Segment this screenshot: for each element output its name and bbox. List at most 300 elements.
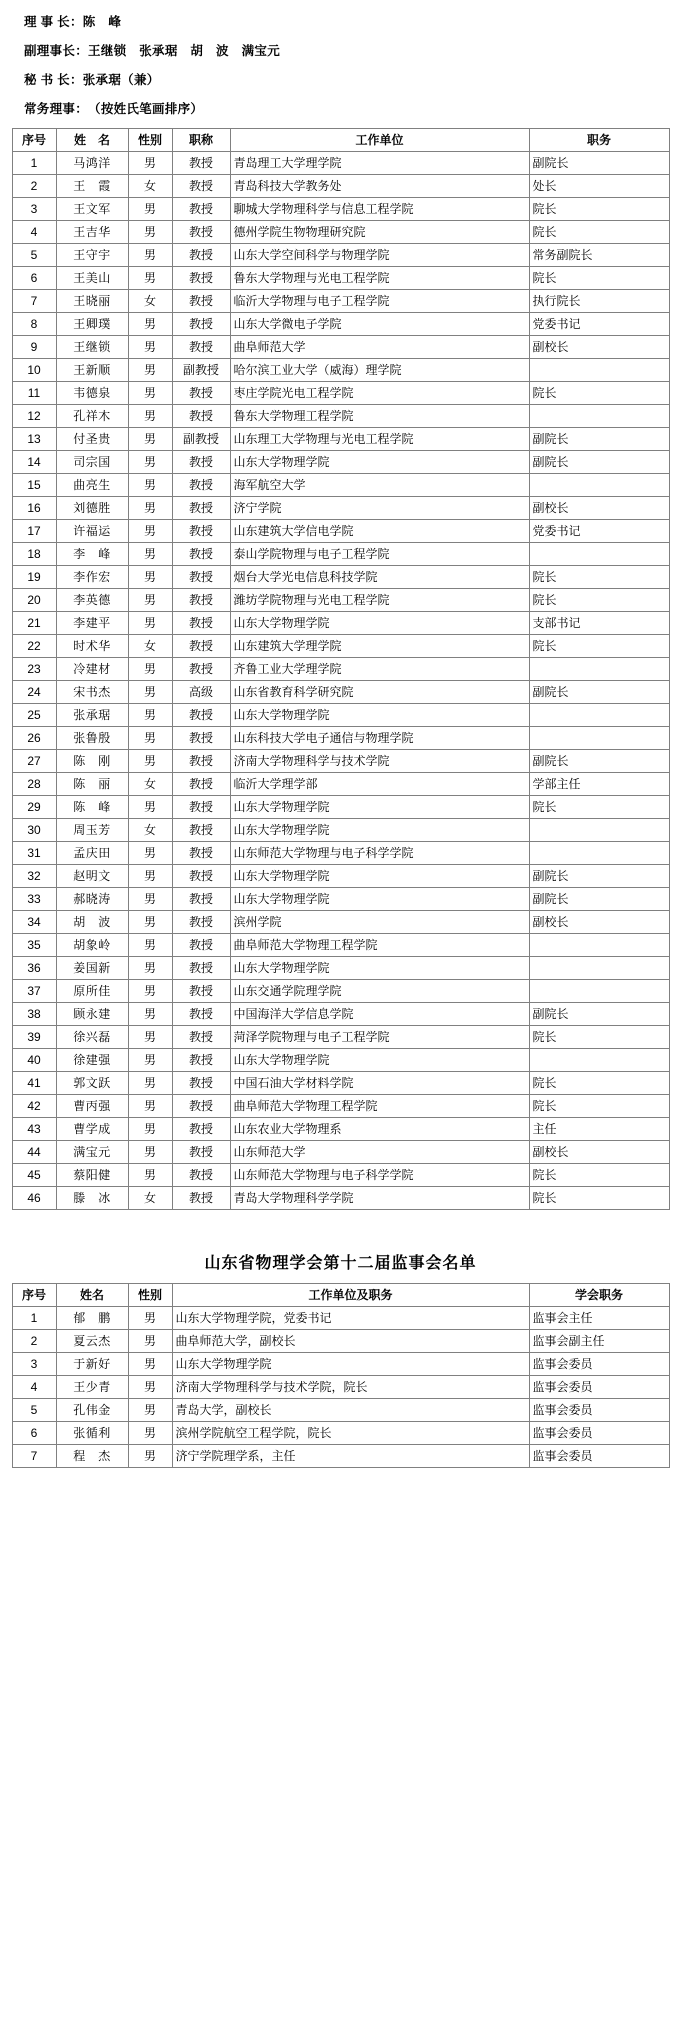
table-row	[12, 865, 669, 888]
cell-academic-title: 教授	[172, 175, 230, 198]
cell-academic-title: 教授	[172, 934, 230, 957]
cell-name: 孔伟金	[56, 1399, 128, 1422]
cell-gender: 男	[128, 1399, 172, 1422]
cell-position	[529, 543, 669, 566]
table-row	[12, 543, 669, 566]
cell-position: 院长	[529, 267, 669, 290]
cell-academic-title: 教授	[172, 290, 230, 313]
cell-workunit: 山东建筑大学信电学院	[230, 520, 529, 543]
cell-name: 胡 波	[56, 911, 128, 934]
cell-index: 10	[12, 359, 56, 382]
cell-academic-title: 教授	[172, 773, 230, 796]
supervisors-table	[12, 1283, 670, 1468]
cell-workunit: 山东大学物理学院	[230, 957, 529, 980]
cell-gender: 男	[128, 1353, 172, 1376]
cell-workunit: 济南大学物理科学与技术学院	[230, 750, 529, 773]
table-row	[12, 152, 669, 175]
officers-header	[10, 12, 671, 117]
officer-label: 副理事长：	[24, 44, 89, 58]
cell-gender: 女	[128, 635, 172, 658]
cell-position	[529, 474, 669, 497]
cell-academic-title: 教授	[172, 474, 230, 497]
cell-index: 8	[12, 313, 56, 336]
cell-workunit: 滨州学院	[230, 911, 529, 934]
cell-name: 陈 刚	[56, 750, 128, 773]
cell-index: 1	[12, 152, 56, 175]
cell-position: 院长	[529, 198, 669, 221]
cell-gender: 女	[128, 773, 172, 796]
cell-position	[529, 405, 669, 428]
cell-gender: 男	[128, 704, 172, 727]
cell-workunit-position: 济宁学院理学系，主任	[172, 1445, 529, 1468]
cell-position: 副校长	[529, 1141, 669, 1164]
cell-gender: 男	[128, 152, 172, 175]
cell-position: 院长	[529, 221, 669, 244]
table-row	[12, 1003, 669, 1026]
cell-gender: 男	[128, 934, 172, 957]
cell-index: 28	[12, 773, 56, 796]
table-row	[12, 1399, 669, 1422]
cell-academic-title: 教授	[172, 566, 230, 589]
cell-name: 张承琚	[56, 704, 128, 727]
cell-gender: 男	[128, 267, 172, 290]
table-row	[12, 198, 669, 221]
cell-workunit: 山东农业大学物理系	[230, 1118, 529, 1141]
cell-academic-title: 副教授	[172, 428, 230, 451]
table-row	[12, 382, 669, 405]
cell-name: 于新好	[56, 1353, 128, 1376]
cell-gender: 男	[128, 1376, 172, 1399]
table-row	[12, 612, 669, 635]
cell-workunit: 青岛大学物理科学学院	[230, 1187, 529, 1210]
cell-position: 支部书记	[529, 612, 669, 635]
cell-gender: 男	[128, 1118, 172, 1141]
cell-workunit: 山东大学物理学院	[230, 888, 529, 911]
cell-name: 韦德泉	[56, 382, 128, 405]
cell-gender: 男	[128, 589, 172, 612]
cell-gender: 男	[128, 865, 172, 888]
cell-workunit: 中国海洋大学信息学院	[230, 1003, 529, 1026]
cell-position: 副院长	[529, 451, 669, 474]
table-row	[12, 451, 669, 474]
table-row	[12, 934, 669, 957]
cell-index: 16	[12, 497, 56, 520]
cell-position: 党委书记	[529, 313, 669, 336]
spacer	[10, 1210, 671, 1224]
cell-index: 37	[12, 980, 56, 1003]
col-header-workunit: 工作单位	[230, 129, 529, 152]
cell-workunit: 山东交通学院理学院	[230, 980, 529, 1003]
cell-workunit: 山东大学物理学院	[230, 796, 529, 819]
cell-position	[529, 727, 669, 750]
cell-position: 副校长	[529, 911, 669, 934]
cell-position: 院长	[529, 382, 669, 405]
cell-name: 王晓丽	[56, 290, 128, 313]
table-row	[12, 635, 669, 658]
cell-workunit: 烟台大学光电信息科技学院	[230, 566, 529, 589]
table-row	[12, 658, 669, 681]
cell-index: 30	[12, 819, 56, 842]
cell-position: 处长	[529, 175, 669, 198]
cell-gender: 男	[128, 796, 172, 819]
cell-workunit: 海军航空大学	[230, 474, 529, 497]
cell-index: 11	[12, 382, 56, 405]
cell-name: 赵明文	[56, 865, 128, 888]
cell-academic-title: 教授	[172, 152, 230, 175]
cell-gender: 男	[128, 957, 172, 980]
cell-name: 李作宏	[56, 566, 128, 589]
supervisor-section-title: 山东省物理学会第十二届监事会名单	[204, 1255, 477, 1272]
cell-workunit: 山东大学空间科学与物理学院	[230, 244, 529, 267]
cell-index: 27	[12, 750, 56, 773]
cell-gender: 男	[128, 543, 172, 566]
cell-index: 9	[12, 336, 56, 359]
cell-society-role: 监事会委员	[529, 1422, 669, 1445]
cell-index: 31	[12, 842, 56, 865]
cell-workunit: 山东大学微电子学院	[230, 313, 529, 336]
cell-index: 3	[12, 198, 56, 221]
cell-academic-title: 教授	[172, 888, 230, 911]
table-row	[12, 957, 669, 980]
cell-academic-title: 教授	[172, 520, 230, 543]
cell-workunit: 鲁东大学物理与光电工程学院	[230, 267, 529, 290]
cell-name: 郁 鹏	[56, 1307, 128, 1330]
cell-name: 曹丙强	[56, 1095, 128, 1118]
cell-position: 副校长	[529, 497, 669, 520]
cell-index: 46	[12, 1187, 56, 1210]
supervisors-body	[12, 1307, 669, 1468]
cell-name: 郝晓涛	[56, 888, 128, 911]
cell-position: 院长	[529, 635, 669, 658]
cell-index: 14	[12, 451, 56, 474]
cell-gender: 男	[128, 382, 172, 405]
table-row	[12, 1376, 669, 1399]
cell-index: 36	[12, 957, 56, 980]
table-row	[12, 1164, 669, 1187]
cell-society-role: 监事会主任	[529, 1307, 669, 1330]
standing-directors-table	[12, 128, 670, 1210]
table-row	[12, 1330, 669, 1353]
cell-index: 29	[12, 796, 56, 819]
cell-workunit-position: 济南大学物理科学与技术学院，院长	[172, 1376, 529, 1399]
cell-academic-title: 教授	[172, 198, 230, 221]
cell-position: 院长	[529, 566, 669, 589]
cell-academic-title: 教授	[172, 980, 230, 1003]
table-row	[12, 888, 669, 911]
cell-gender: 男	[128, 842, 172, 865]
cell-index: 24	[12, 681, 56, 704]
cell-academic-title: 教授	[172, 612, 230, 635]
cell-academic-title: 教授	[172, 451, 230, 474]
cell-gender: 男	[128, 1445, 172, 1468]
cell-name: 徐建强	[56, 1049, 128, 1072]
cell-academic-title: 教授	[172, 1049, 230, 1072]
cell-workunit: 山东大学物理学院	[230, 819, 529, 842]
cell-position: 副院长	[529, 888, 669, 911]
table-row	[12, 727, 669, 750]
cell-workunit: 哈尔滨工业大学（威海）理学院	[230, 359, 529, 382]
cell-name: 刘德胜	[56, 497, 128, 520]
table-row	[12, 1118, 669, 1141]
cell-workunit: 山东大学物理学院	[230, 612, 529, 635]
table-row	[12, 336, 669, 359]
table-row	[12, 1095, 669, 1118]
cell-academic-title: 教授	[172, 267, 230, 290]
table-row	[12, 773, 669, 796]
cell-position	[529, 842, 669, 865]
cell-index: 38	[12, 1003, 56, 1026]
cell-academic-title: 教授	[172, 221, 230, 244]
cell-academic-title: 教授	[172, 750, 230, 773]
table-row	[12, 267, 669, 290]
cell-name: 王少青	[56, 1376, 128, 1399]
table-row	[12, 704, 669, 727]
col-header-index: 序号	[12, 1284, 56, 1307]
cell-gender: 男	[128, 451, 172, 474]
cell-academic-title: 教授	[172, 336, 230, 359]
officer-value: 陈 峰	[82, 15, 122, 29]
cell-position: 副院长	[529, 681, 669, 704]
cell-gender: 女	[128, 175, 172, 198]
cell-academic-title: 教授	[172, 658, 230, 681]
cell-position: 学部主任	[529, 773, 669, 796]
cell-workunit-position: 山东大学物理学院	[172, 1353, 529, 1376]
cell-academic-title: 教授	[172, 1141, 230, 1164]
cell-index: 40	[12, 1049, 56, 1072]
col-header-society-role: 学会职务	[529, 1284, 669, 1307]
cell-gender: 男	[128, 497, 172, 520]
cell-society-role: 监事会委员	[529, 1445, 669, 1468]
cell-name: 李建平	[56, 612, 128, 635]
table-row	[12, 359, 669, 382]
table-row	[12, 750, 669, 773]
cell-position: 常务副院长	[529, 244, 669, 267]
cell-name: 张循利	[56, 1422, 128, 1445]
cell-gender: 男	[128, 1164, 172, 1187]
cell-position: 院长	[529, 1095, 669, 1118]
cell-name: 程 杰	[56, 1445, 128, 1468]
cell-gender: 男	[128, 1141, 172, 1164]
table-row	[12, 1422, 669, 1445]
table-row	[12, 911, 669, 934]
cell-position: 副院长	[529, 865, 669, 888]
table-row	[12, 1026, 669, 1049]
cell-gender: 男	[128, 244, 172, 267]
table-row	[12, 681, 669, 704]
cell-name: 周玉芳	[56, 819, 128, 842]
cell-workunit: 菏泽学院物理与电子工程学院	[230, 1026, 529, 1049]
cell-position	[529, 359, 669, 382]
cell-name: 郭文跃	[56, 1072, 128, 1095]
cell-gender: 女	[128, 290, 172, 313]
cell-name: 王继锁	[56, 336, 128, 359]
cell-name: 宋书杰	[56, 681, 128, 704]
table-header-row	[12, 1284, 669, 1307]
cell-position: 院长	[529, 1164, 669, 1187]
cell-gender: 男	[128, 336, 172, 359]
cell-gender: 男	[128, 980, 172, 1003]
table-row	[12, 1187, 669, 1210]
cell-name: 陈 丽	[56, 773, 128, 796]
cell-position: 院长	[529, 1026, 669, 1049]
table-row	[12, 566, 669, 589]
cell-academic-title: 教授	[172, 405, 230, 428]
cell-index: 42	[12, 1095, 56, 1118]
col-header-workunit-position: 工作单位及职务	[172, 1284, 529, 1307]
table-row	[12, 796, 669, 819]
cell-gender: 男	[128, 198, 172, 221]
cell-workunit: 潍坊学院物理与光电工程学院	[230, 589, 529, 612]
cell-academic-title: 教授	[172, 635, 230, 658]
table-row	[12, 474, 669, 497]
table-row	[12, 819, 669, 842]
cell-position: 院长	[529, 1072, 669, 1095]
cell-gender: 男	[128, 612, 172, 635]
cell-index: 17	[12, 520, 56, 543]
cell-academic-title: 教授	[172, 1118, 230, 1141]
officer-line-secretary-general	[24, 70, 671, 88]
cell-position	[529, 957, 669, 980]
cell-name: 蔡阳健	[56, 1164, 128, 1187]
cell-workunit: 山东大学物理学院	[230, 704, 529, 727]
table-header-row	[12, 129, 669, 152]
cell-index: 2	[12, 1330, 56, 1353]
cell-name: 司宗国	[56, 451, 128, 474]
cell-academic-title: 教授	[172, 911, 230, 934]
cell-workunit: 山东省教育科学研究院	[230, 681, 529, 704]
table-row	[12, 520, 669, 543]
cell-name: 曹学成	[56, 1118, 128, 1141]
officer-line-standing-directors	[24, 99, 671, 117]
cell-workunit: 曲阜师范大学物理工程学院	[230, 934, 529, 957]
cell-academic-title: 教授	[172, 865, 230, 888]
cell-gender: 男	[128, 750, 172, 773]
cell-position: 党委书记	[529, 520, 669, 543]
cell-gender: 男	[128, 1422, 172, 1445]
cell-society-role: 监事会副主任	[529, 1330, 669, 1353]
officer-label: 秘 书 长：	[24, 73, 83, 87]
table-row	[12, 221, 669, 244]
cell-academic-title: 教授	[172, 1164, 230, 1187]
cell-academic-title: 教授	[172, 704, 230, 727]
cell-workunit: 枣庄学院光电工程学院	[230, 382, 529, 405]
cell-academic-title: 教授	[172, 589, 230, 612]
table-row	[12, 1141, 669, 1164]
officer-line-chairman	[24, 12, 671, 30]
cell-academic-title: 高级	[172, 681, 230, 704]
table-row	[12, 842, 669, 865]
table-row	[12, 1445, 669, 1468]
cell-gender: 男	[128, 313, 172, 336]
cell-name: 付圣贵	[56, 428, 128, 451]
cell-position: 副院长	[529, 428, 669, 451]
cell-name: 曲亮生	[56, 474, 128, 497]
cell-name: 张鲁殷	[56, 727, 128, 750]
cell-academic-title: 教授	[172, 1095, 230, 1118]
cell-gender: 男	[128, 658, 172, 681]
cell-name: 王守宇	[56, 244, 128, 267]
cell-gender: 男	[128, 1330, 172, 1353]
cell-academic-title: 教授	[172, 543, 230, 566]
cell-academic-title: 教授	[172, 382, 230, 405]
cell-gender: 女	[128, 819, 172, 842]
cell-gender: 男	[128, 566, 172, 589]
standing-directors-body	[12, 152, 669, 1210]
table-row	[12, 1049, 669, 1072]
cell-gender: 男	[128, 1072, 172, 1095]
cell-name: 王美山	[56, 267, 128, 290]
cell-workunit: 临沂大学物理与电子工程学院	[230, 290, 529, 313]
table-row	[12, 175, 669, 198]
cell-name: 姜国新	[56, 957, 128, 980]
cell-name: 冷建材	[56, 658, 128, 681]
table-row	[12, 1353, 669, 1376]
cell-index: 6	[12, 1422, 56, 1445]
cell-name: 原所佳	[56, 980, 128, 1003]
officer-value: （按姓氏笔画排序）	[88, 102, 204, 116]
cell-workunit-position: 青岛大学，副校长	[172, 1399, 529, 1422]
cell-workunit: 中国石油大学材料学院	[230, 1072, 529, 1095]
cell-name: 王文军	[56, 198, 128, 221]
col-header-gender: 性别	[128, 129, 172, 152]
col-header-name: 姓 名	[56, 129, 128, 152]
cell-workunit: 济宁学院	[230, 497, 529, 520]
cell-position	[529, 819, 669, 842]
cell-name: 王 霞	[56, 175, 128, 198]
cell-position: 院长	[529, 1187, 669, 1210]
cell-index: 44	[12, 1141, 56, 1164]
cell-position	[529, 658, 669, 681]
table-row	[12, 1307, 669, 1330]
cell-index: 32	[12, 865, 56, 888]
cell-academic-title: 教授	[172, 313, 230, 336]
cell-workunit: 山东大学物理学院	[230, 865, 529, 888]
cell-gender: 男	[128, 1003, 172, 1026]
cell-name: 胡象岭	[56, 934, 128, 957]
cell-index: 4	[12, 1376, 56, 1399]
table-row	[12, 497, 669, 520]
cell-workunit: 聊城大学物理科学与信息工程学院	[230, 198, 529, 221]
cell-index: 12	[12, 405, 56, 428]
table-row	[12, 980, 669, 1003]
cell-name: 满宝元	[56, 1141, 128, 1164]
cell-position: 副校长	[529, 336, 669, 359]
cell-academic-title: 教授	[172, 1026, 230, 1049]
cell-name: 滕 冰	[56, 1187, 128, 1210]
cell-academic-title: 教授	[172, 842, 230, 865]
cell-name: 夏云杰	[56, 1330, 128, 1353]
table-row	[12, 589, 669, 612]
cell-index: 39	[12, 1026, 56, 1049]
cell-position: 院长	[529, 796, 669, 819]
cell-index: 34	[12, 911, 56, 934]
cell-workunit: 山东大学物理学院	[230, 451, 529, 474]
table-row	[12, 313, 669, 336]
col-header-index: 序号	[12, 129, 56, 152]
cell-index: 33	[12, 888, 56, 911]
cell-name: 李英德	[56, 589, 128, 612]
cell-society-role: 监事会委员	[529, 1376, 669, 1399]
cell-index: 26	[12, 727, 56, 750]
cell-name: 王新顺	[56, 359, 128, 382]
cell-workunit: 齐鲁工业大学理学院	[230, 658, 529, 681]
cell-index: 21	[12, 612, 56, 635]
cell-workunit: 鲁东大学物理工程学院	[230, 405, 529, 428]
cell-position: 执行院长	[529, 290, 669, 313]
cell-position: 副院长	[529, 750, 669, 773]
cell-name: 顾永建	[56, 1003, 128, 1026]
cell-workunit: 青岛科技大学教务处	[230, 175, 529, 198]
